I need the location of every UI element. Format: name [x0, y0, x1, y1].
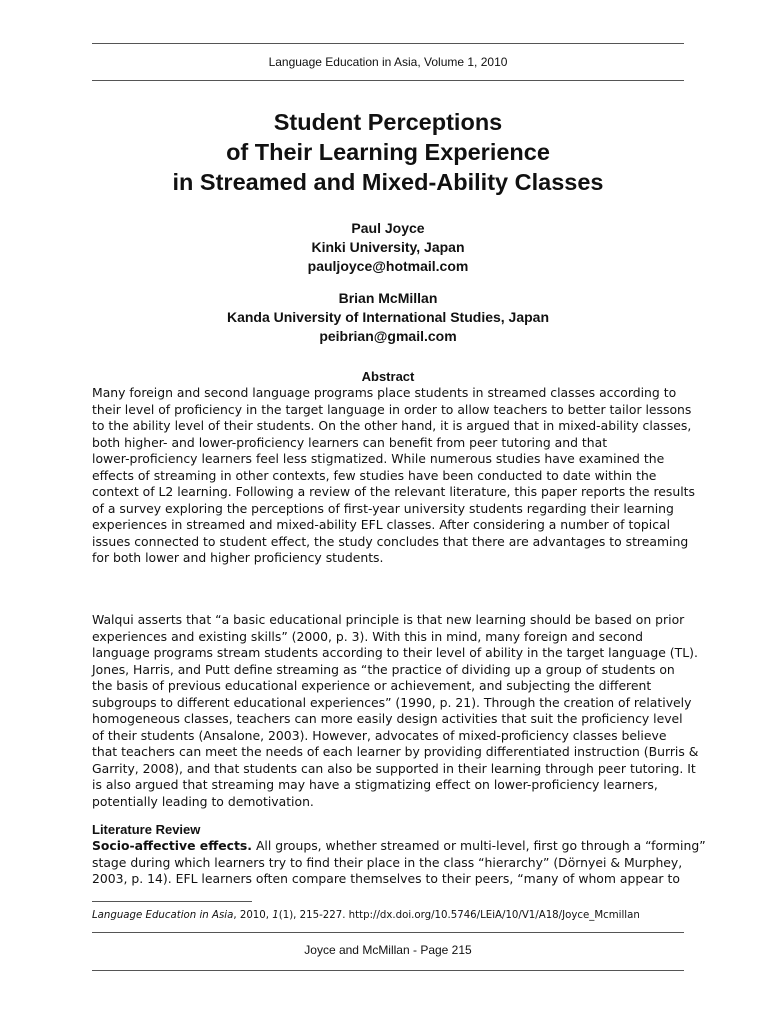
text-line: of a survey exploring the perceptions of first-year university students regarding their learning — [92, 500, 674, 516]
text-line: both higher- and lower-proficiency learners can benefit from peer tutoring and that — [92, 434, 608, 450]
text-line: lower-proficiency learners feel less stigmatized. While numerous studies have examined the — [92, 451, 665, 466]
title-line: in Streamed and Mixed-Ability Classes — [172, 169, 604, 195]
footer-rule-top — [92, 932, 684, 933]
text-line: experiences and existing skills” (2000, p. 3). With this in mind, many foreign and second — [92, 628, 643, 644]
footer-rule-bottom — [92, 970, 684, 971]
text-line: potentially leading to demotivation. — [92, 793, 314, 809]
text-line: is also argued that streaming may have a stigmatizing effect on lower-proficiency learners, — [92, 777, 658, 792]
text-line: the basis of previous educational experience or achievement, and subjecting the different — [92, 678, 652, 693]
abstract-body — [92, 385, 695, 567]
running-head: Language Education in Asia, Volume 1, 2010 — [268, 55, 508, 69]
citation-footnote — [92, 910, 684, 921]
author-block-2 — [92, 289, 684, 346]
text-line: issues connected to student effect, the study concludes that there are advantages to streaming — [92, 533, 689, 549]
title-line: of Their Learning Experience — [226, 139, 550, 165]
text-line: homogeneous classes, teachers can more easily design activities that suit the proficiency level — [92, 711, 683, 726]
literature-review-heading: Literature Review — [92, 822, 201, 837]
author-email: peibrian@gmail.com — [319, 328, 457, 344]
text-line: Walqui asserts that “a basic educational principle is that new learning should be based on prior — [92, 612, 685, 627]
text-line: Garrity, 2008), and that students can also be supported in their learning through peer tutoring. It — [92, 760, 696, 776]
subsection-lead: Socio-affective effects. — [92, 838, 252, 853]
citation-year: , 2010, — [233, 910, 273, 921]
author-email: pauljoyce@hotmail.com — [307, 258, 469, 274]
author-name: Brian McMillan — [338, 290, 438, 306]
page-footer: Joyce and McMillan - Page 215 — [304, 943, 472, 957]
intro-paragraph — [92, 612, 699, 810]
journal-name: Language Education in Asia — [92, 910, 234, 921]
citation-rest: (1), 215-227. http://dx.doi.org/10.5746/LEiA/10/V1/A18/Joyce_Mcmillan — [278, 910, 640, 921]
text-line: their level of proficiency in the target language in order to allow teachers to better tailor lessons — [92, 401, 692, 417]
literature-review-paragraph — [92, 838, 706, 888]
header-rule — [92, 80, 684, 81]
abstract-heading: Abstract — [361, 369, 415, 384]
footnote-rule — [92, 901, 252, 902]
author-block-1 — [92, 219, 684, 276]
text-line: stage during which learners try to find their place in the class “hierarchy” (Dörnyei & Murphey, — [92, 854, 683, 870]
text-line: effects of streaming in other contexts, few studies have been conducted to date within the — [92, 467, 657, 483]
text-line: 2003, p. 14). EFL learners often compare themselves to their peers, “many of whom appear to — [92, 871, 680, 886]
text-line: context of L2 learning. Following a review of the relevant literature, this paper reports the results — [92, 484, 695, 499]
text-line: for both lower and higher proficiency students. — [92, 550, 384, 565]
text-line: subgroups to different educational experiences” (1990, p. 21). Through the creation of relatively — [92, 694, 692, 710]
text-line: of their students (Ansalone, 2003). However, advocates of mixed-proficiency classes believe — [92, 727, 667, 743]
author-affiliation: Kanda University of International Studies, Japan — [226, 309, 550, 325]
title-line: Student Perceptions — [273, 109, 503, 135]
text-line — [92, 838, 706, 855]
text-line: experiences in streamed and mixed-ability EFL classes. After considering a number of topical — [92, 517, 671, 532]
top-rule — [92, 43, 684, 44]
text-line-rest: All groups, whether streamed or multi-level, first go through a “forming” — [252, 838, 706, 853]
text-line: Many foreign and second language programs place students in streamed classes according to — [92, 385, 677, 400]
citation-volume: 1 — [272, 910, 279, 921]
text-line: language programs stream students according to their level of ability in the target language (TL). — [92, 645, 698, 660]
text-line: Jones, Harris, and Putt define streaming as “the practice of dividing up a group of students on — [92, 661, 675, 677]
author-name: Paul Joyce — [351, 220, 425, 236]
text-line: that teachers can meet the needs of each learner by providing differentiated instruction (Burris & — [92, 744, 699, 759]
text-line: to the ability level of their students. On the other hand, it is argued that in mixed-ability classes, — [92, 418, 692, 433]
author-affiliation: Kinki University, Japan — [311, 239, 465, 255]
paper-title — [92, 107, 684, 197]
